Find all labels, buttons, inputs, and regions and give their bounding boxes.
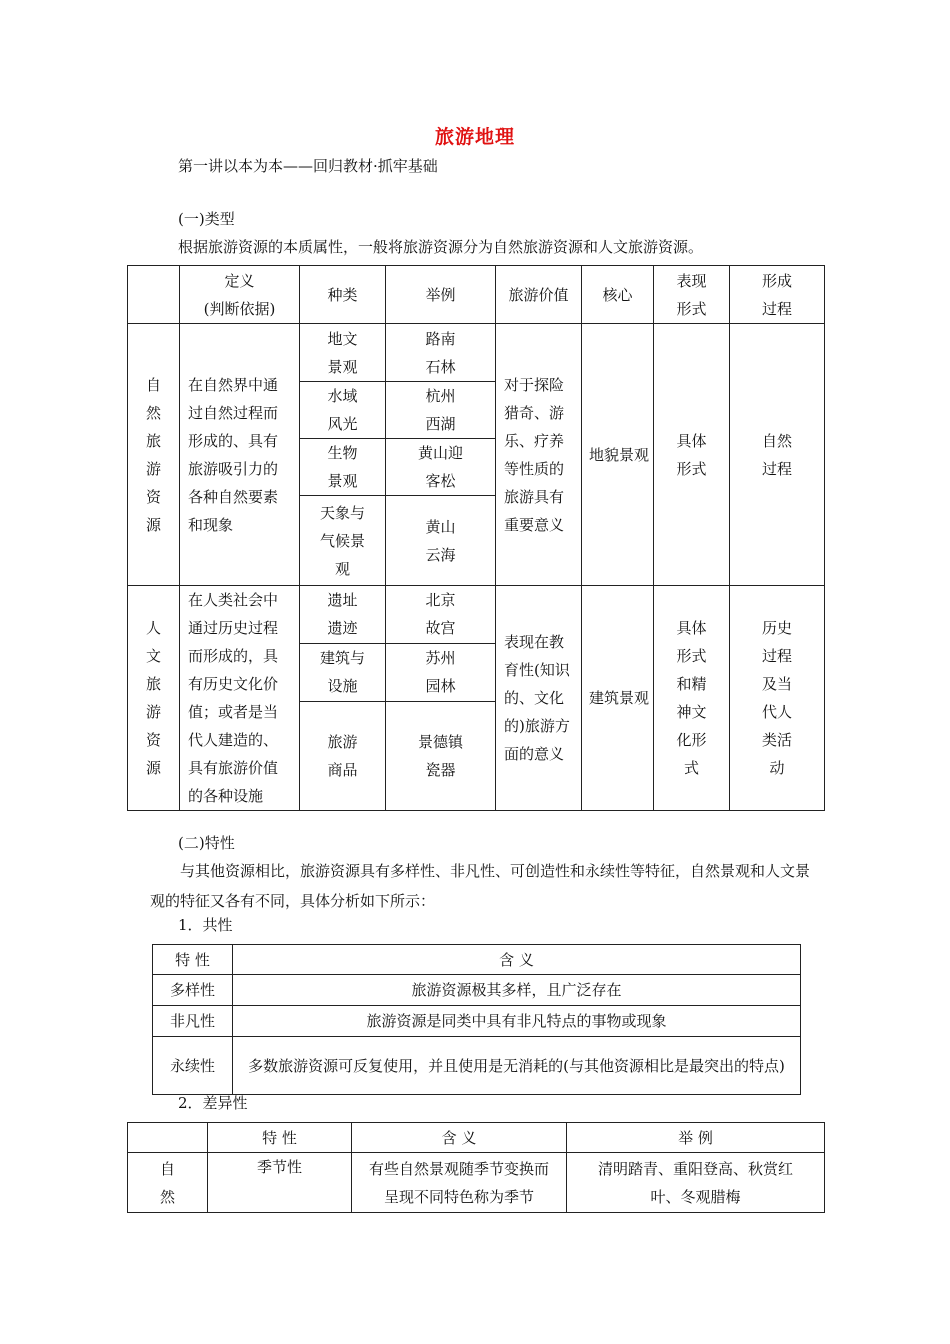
table-row bbox=[153, 975, 801, 1006]
header-kind: 种类 bbox=[300, 266, 386, 324]
human-core: 建筑景观 bbox=[582, 586, 654, 811]
meaning-cell: 旅游资源是同类中具有非凡特点的事物或现象 bbox=[233, 1006, 801, 1037]
table-row bbox=[128, 1153, 825, 1213]
common-header-trait: 特 性 bbox=[153, 945, 233, 975]
header-core: 核心 bbox=[582, 266, 654, 324]
natural-definition: 在自然界中通过自然过程而形成的、具有旅游吸引力的各种自然要素和现象 bbox=[180, 324, 300, 586]
kind-cell: 旅游商品 bbox=[300, 702, 386, 811]
meaning-cell: 有些自然景观随季节变换而呈现不同特色称为季节 bbox=[352, 1153, 567, 1213]
example-cell: 黄山迎客松 bbox=[386, 439, 496, 496]
diff-header-trait: 特 性 bbox=[208, 1123, 352, 1153]
trait-cell: 季节性 bbox=[208, 1153, 352, 1213]
kind-cell: 遗址遗迹 bbox=[300, 586, 386, 644]
table-row bbox=[153, 1037, 801, 1095]
table-row bbox=[128, 324, 825, 382]
header-definition bbox=[180, 266, 300, 324]
meaning-cell: 多数旅游资源可反复使用，并且使用是无消耗的(与其他资源相比是最突出的特点) bbox=[233, 1037, 801, 1095]
human-definition: 在人类社会中通过历史过程而形成的，具有历史文化价值；或者是当代人建造的、具有旅游价值的各种设施 bbox=[180, 586, 300, 811]
corner-cell bbox=[128, 266, 180, 324]
kind-cell: 天象与气候景观 bbox=[300, 496, 386, 586]
header-value: 旅游价值 bbox=[496, 266, 582, 324]
example-cell: 景德镇瓷器 bbox=[386, 702, 496, 811]
diff-header bbox=[128, 1123, 825, 1153]
example-cell: 黄山云海 bbox=[386, 496, 496, 586]
diff-table bbox=[127, 1122, 825, 1213]
diff-heading: 2．差异性 bbox=[178, 1094, 248, 1112]
header-form bbox=[654, 266, 730, 324]
section1-heading: (一)类型 bbox=[178, 210, 235, 228]
kind-cell: 水域风光 bbox=[300, 382, 386, 439]
section2-heading: (二)特性 bbox=[178, 834, 235, 852]
example-cell: 苏州园林 bbox=[386, 643, 496, 702]
natural-value: 对于探险猎奇、游乐、疗养等性质的旅游具有重要意义 bbox=[496, 324, 582, 586]
meaning-cell: 旅游资源极其多样，且广泛存在 bbox=[233, 975, 801, 1006]
type-table-header bbox=[128, 266, 825, 324]
human-value: 表现在教育性(知识的、文化的)旅游方面的意义 bbox=[496, 586, 582, 811]
table-row bbox=[128, 586, 825, 644]
header-process-label: 形成过程 bbox=[761, 271, 792, 318]
kind-cell: 地文景观 bbox=[300, 324, 386, 382]
example-cell: 北京故宫 bbox=[386, 586, 496, 644]
common-table bbox=[152, 944, 801, 1095]
example-cell: 清明踏青、重阳登高、秋赏红叶、冬观腊梅 bbox=[567, 1153, 825, 1213]
header-definition-label: 定义 bbox=[224, 271, 255, 290]
diff-corner-cell bbox=[128, 1123, 208, 1153]
trait-cell: 非凡性 bbox=[153, 1006, 233, 1037]
subtitle: 第一讲以本为本——回归教材·抓牢基础 bbox=[178, 157, 438, 175]
natural-form: 具体形式 bbox=[654, 324, 730, 586]
diff-header-meaning: 含 义 bbox=[352, 1123, 567, 1153]
page-title: 旅游地理 bbox=[434, 126, 515, 148]
example-cell: 路南石林 bbox=[386, 324, 496, 382]
human-process: 历史过程及当代人类活动 bbox=[730, 586, 825, 811]
natural-process: 自然过程 bbox=[730, 324, 825, 586]
kind-cell: 建筑与设施 bbox=[300, 643, 386, 702]
common-heading: 1．共性 bbox=[178, 916, 233, 934]
table-row bbox=[153, 1006, 801, 1037]
trait-cell: 多样性 bbox=[153, 975, 233, 1006]
diff-category-cell: 自然 bbox=[128, 1153, 208, 1213]
human-category: 人文旅游资源 bbox=[128, 586, 180, 811]
diff-header-example: 举 例 bbox=[567, 1123, 825, 1153]
example-cell: 杭州西湖 bbox=[386, 382, 496, 439]
common-header-meaning: 含 义 bbox=[233, 945, 801, 975]
header-process bbox=[730, 266, 825, 324]
header-example: 举例 bbox=[386, 266, 496, 324]
type-table bbox=[127, 265, 825, 811]
section2-intro: 与其他资源相比，旅游资源具有多样性、非凡性、可创造性和永续性等特征，自然景观和人文景观的特征又各有不同，具体分析如下所示： bbox=[150, 862, 811, 910]
natural-category: 自然旅游资源 bbox=[128, 324, 180, 586]
common-header bbox=[153, 945, 801, 975]
human-form: 具体形式和精神文化形式 bbox=[654, 586, 730, 811]
kind-cell: 生物景观 bbox=[300, 439, 386, 496]
header-form-label: 表现形式 bbox=[676, 271, 707, 318]
header-definition-sub: (判断依据) bbox=[203, 299, 276, 318]
section1-intro: 根据旅游资源的本质属性，一般将旅游资源分为自然旅游资源和人文旅游资源。 bbox=[178, 238, 704, 256]
natural-core: 地貌景观 bbox=[582, 324, 654, 586]
trait-cell: 永续性 bbox=[153, 1037, 233, 1095]
